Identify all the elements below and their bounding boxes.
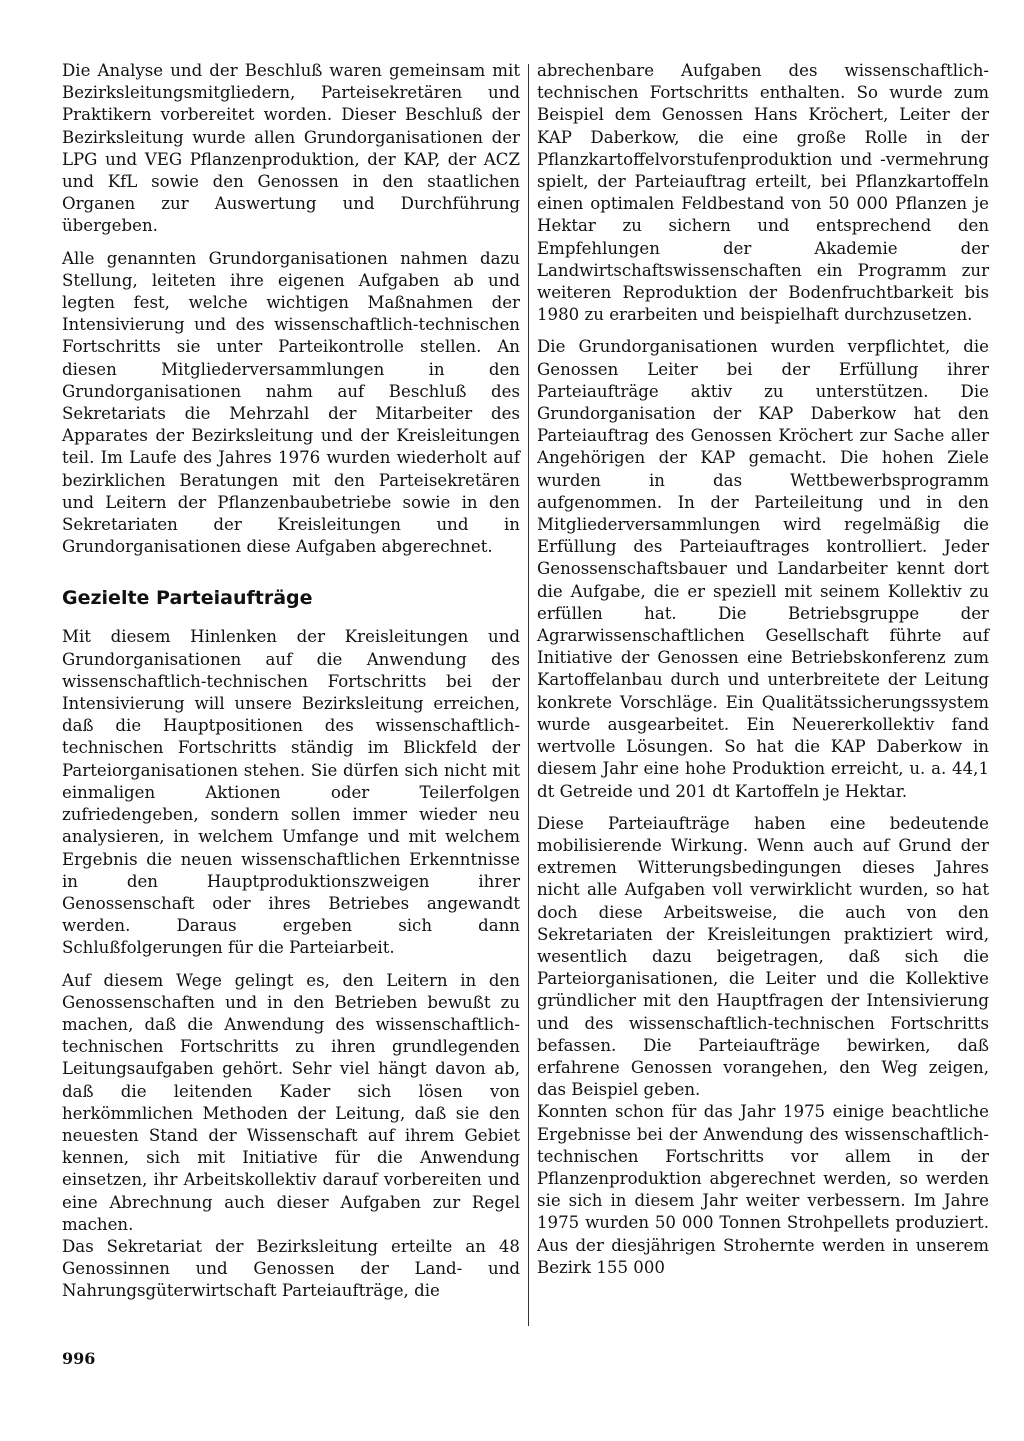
column-divider: [528, 64, 529, 1326]
paragraph: Diese Parteiaufträge haben eine bedeutende mobilisierende Wirkung. Wenn auch auf Grund der extremen Witterungsbedingungen dieses Jahres nicht alle Aufgaben voll verwirklicht wurden, so hat doch diese Arbeitsweise, die auch von den Sekretariaten der Kreisleitungen praktiziert wird, wesentlich dazu beigetragen, daß sich die Parteiorganisationen, die Leiter und die Kollektive gründlicher mit den Hauptfragen der Intensivierung und des wissenschaftlich-technischen Fortschritts befassen. Die Parteiaufträge bewirken, daß erfahrene Genossen vorangehen, den Weg zeigen, das Beispiel geben.: [537, 813, 989, 1100]
paragraph: Die Grundorganisationen wurden verpflichtet, die Genossen Leiter bei der Erfüllung ihrer Parteiaufträge aktiv zu unterstützen. Die Grundorganisation der KAP Daberkow hat den Parteiauftrag des Genossen Kröchert zur Sache aller Angehörigen der KAP gemacht. Die hohen Ziele wurden in das Wettbewerbsprogramm aufgenommen. In der Parteileitung und in den Mitgliederversammlungen wird regelmäßig die Erfüllung des Parteiauftrages kontrolliert. Jeder Genossenschaftsbauer und Landarbeiter kennt dort die Aufgabe, die er speziell mit seinem Kollektiv zu erfüllen hat. Die Betriebsgruppe der Agrarwissenschaftlichen Gesellschaft führte auf Initiative der Genossen eine Betriebskonferenz zum Kartoffelanbau durch und unterbreitete der Leitung konkrete Vorschläge. Ein Qualitätssicherungssystem wurde ausgearbeitet. Ein Neuererkollektiv fand wertvolle Lösungen. So hat die KAP Daberkow in diesem Jahr eine hohe Produktion erreicht, u. a. 44,1 dt Getreide und 201 dt Kartoffeln je Hektar.: [537, 337, 989, 801]
right-column: [537, 60, 989, 1289]
paragraph: Auf diesem Wege gelingt es, den Leitern in den Genossenschaften und in den Betrieben bewußt zu machen, daß die Anwendung des wissenschaftlich-technischen Fortschritts zu ihren grundlegenden Leitungsaufgaben gehört. Sehr viel hängt davon ab, daß die leitenden Kader sich lösen von herkömmlichen Methoden der Leitung, daß sie den neuesten Stand der Wissenschaft auf ihrem Gebiet kennen, sich mit Initiative für die Anwendung einsetzen, ihr Arbeitskollektiv darauf vorbereiten und eine Abrechnung auch dieser Aufgaben zur Regel machen.: [62, 970, 520, 1234]
paragraph: Die Analyse und der Beschluß waren gemeinsam mit Bezirksleitungsmitgliedern, Parteisekretären und Praktikern vorbereitet worden. Dieser Beschluß der Bezirksleitung wurde allen Grundorganisationen der LPG und VEG Pflanzenproduktion, der KAP, der ACZ und KfL sowie den Genossen in den staatlichen Organen zur Auswertung und Durchführung übergeben.: [62, 61, 520, 236]
left-column: [62, 60, 520, 1313]
page-number: 996: [62, 1349, 96, 1368]
section-heading: Gezielte Parteiaufträge: [62, 587, 313, 610]
paragraph: Mit diesem Hinlenken der Kreisleitungen und Grundorganisationen auf die Anwendung des wissenschaftlich-technischen Fortschritts bei der Intensivierung will unsere Bezirksleitung erreichen, daß die Hauptpositionen des wissenschaftlich-technischen Fortschritts ständig im Blickfeld der Parteiorganisationen stehen. Sie dürfen sich nicht mit einmaligen Aktionen oder Teilerfolgen zufriedengeben, sondern sollen immer wieder neu analysieren, in welchem Umfange und mit welchem Ergebnis die neuen wissenschaftlichen Erkenntnisse in den Hauptproduktionszweigen ihrer Genossenschaft oder ihres Betriebes angewandt werden. Daraus ergeben sich dann Schlußfolgerungen für die Parteiarbeit.: [62, 627, 520, 958]
paragraph: Alle genannten Grundorganisationen nahmen dazu Stellung, leiteten ihre eigenen Aufgaben ab und legten fest, welche wichtigen Maßnahmen der Intensivierung und des wissenschaftlich-technischen Fortschritts sie unter Parteikontrolle stellen. An diesen Mitgliederversammlungen in den Grundorganisationen nahm auf Beschluß des Sekretariats die Mehrzahl der Mitarbeiter des Apparates der Bezirksleitung und der Kreisleitungen teil. Im Laufe des Jahres 1976 wurden wiederholt auf bezirklichen Beratungen mit den Parteisekretären und Leitern der Pflanzenbaubetriebe sowie in den Sekretariaten der Kreisleitungen und in Grundorganisationen diese Aufgaben abgerechnet.: [62, 248, 520, 557]
paragraph: Das Sekretariat der Bezirksleitung erteilte an 48 Genossinnen und Genossen der Land- und Nahrungsgüterwirtschaft Parteiaufträge, die: [62, 1236, 520, 1301]
paragraph: abrechenbare Aufgaben des wissenschaftlich-technischen Fortschritts enthalten. So wurde zum Beispiel dem Genossen Hans Kröchert, Leiter der KAP Daberkow, die eine große Rolle in der Pflanzkartoffelvorstufenproduktion und -vermehrung spielt, der Parteiauftrag erteilt, bei Pflanzkartoffeln einen optimalen Feldbestand von 50 000 Pflanzen je Hektar zu sichern und entsprechend den Empfehlungen der Akademie der Landwirtschaftswissenschaften ein Programm zur weiteren Reproduktion der Bodenfruchtbarkeit bis 1980 zu erarbeiten und beispielhaft durchzusetzen.: [537, 61, 989, 325]
paragraph: Konnten schon für das Jahr 1975 einige beachtliche Ergebnisse bei der Anwendung des wissenschaftlich-technischen Fortschritts vor allem in der Pflanzenproduktion abgerechnet werden, so werden sie sich in diesem Jahr weiter verbessern. Im Jahre 1975 wurden 50 000 Tonnen Strohpellets produziert. Aus der diesjährigen Strohernte werden in unserem Bezirk 155 000: [537, 1102, 989, 1277]
